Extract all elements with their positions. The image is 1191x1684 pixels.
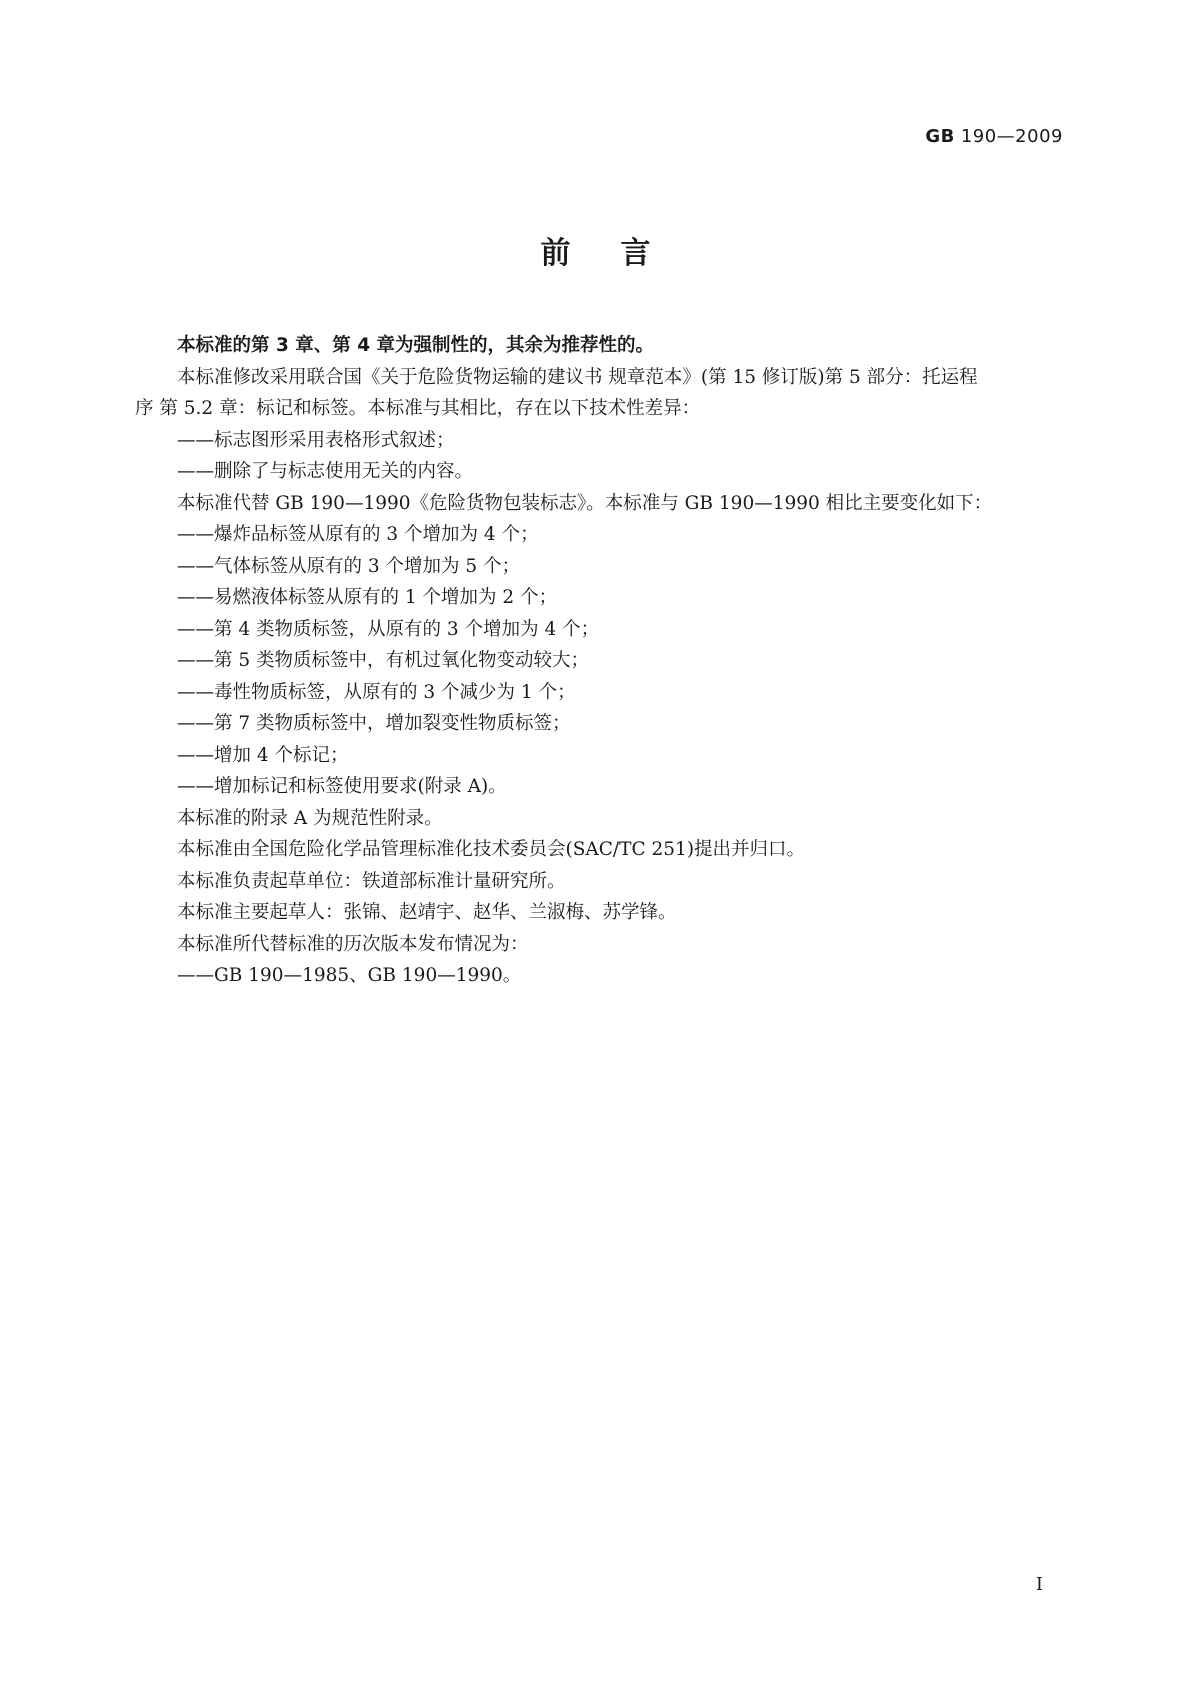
list-item: ——删除了与标志使用无关的内容。 (177, 461, 474, 482)
list-item: ——GB 190—1985、GB 190—1990。 (177, 965, 522, 986)
standard-code: 190—2009 (960, 126, 1063, 147)
paragraph-drafters: 本标准主要起草人：张锦、赵靖宇、赵华、兰淑梅、苏学锋。 (177, 902, 677, 923)
list-item: ——毒性物质标签，从原有的 3 个减少为 1 个； (177, 681, 576, 703)
list-item: ——第 7 类物质标签中，增加裂变性物质标签； (177, 713, 571, 734)
paragraph-drafting-unit: 本标准负责起草单位：铁道部标准计量研究所。 (177, 870, 566, 892)
page-title: 前言 (540, 236, 701, 271)
list-item: ——易燃液体标签从原有的 1 个增加为 2 个； (177, 587, 558, 608)
paragraph-history: 本标准所代替标准的历次版本发布情况为： (177, 933, 529, 955)
paragraph-replacement: 本标准代替 GB 190—1990《危险货物包装标志》。本标准与 GB 190—1990 相比主要变化如下： (177, 492, 993, 514)
list-item: ——第 5 类物质标签中，有机过氧化物变动较大； (177, 650, 590, 671)
list-item: ——增加标记和标签使用要求(附录 A)。 (177, 776, 507, 797)
standard-prefix: GB (925, 126, 955, 147)
list-item: ——爆炸品标签从原有的 3 个增加为 4 个； (177, 524, 539, 545)
paragraph-adoption-line1: 本标准修改采用联合国《关于危险货物运输的建议书 规章范本》(第 15 修订版)第 5 部分：托运程 (177, 366, 978, 388)
paragraph-proposer: 本标准由全国危险化学品管理标准化技术委员会(SAC/TC 251)提出并归口。 (177, 839, 806, 860)
foreword-body (135, 330, 1065, 992)
paragraph-adoption-line2: 序 第 5.2 章：标记和标签。本标准与其相比，存在以下技术性差异： (135, 398, 701, 419)
paragraph-annex: 本标准的附录 A 为规范性附录。 (177, 807, 443, 829)
list-item: ——第 4 类物质标签，从原有的 3 个增加为 4 个； (177, 618, 600, 640)
list-item: ——增加 4 个标记； (177, 744, 349, 766)
list-item: ——标志图形采用表格形式叙述； (177, 429, 455, 451)
paragraph-mandatory-clause: 本标准的第 3 章、第 4 章为强制性的，其余为推荐性的。 (177, 335, 655, 356)
page-number: I (1035, 1574, 1043, 1595)
list-item: ——气体标签从原有的 3 个增加为 5 个； (177, 555, 521, 577)
standard-number (925, 126, 1063, 147)
